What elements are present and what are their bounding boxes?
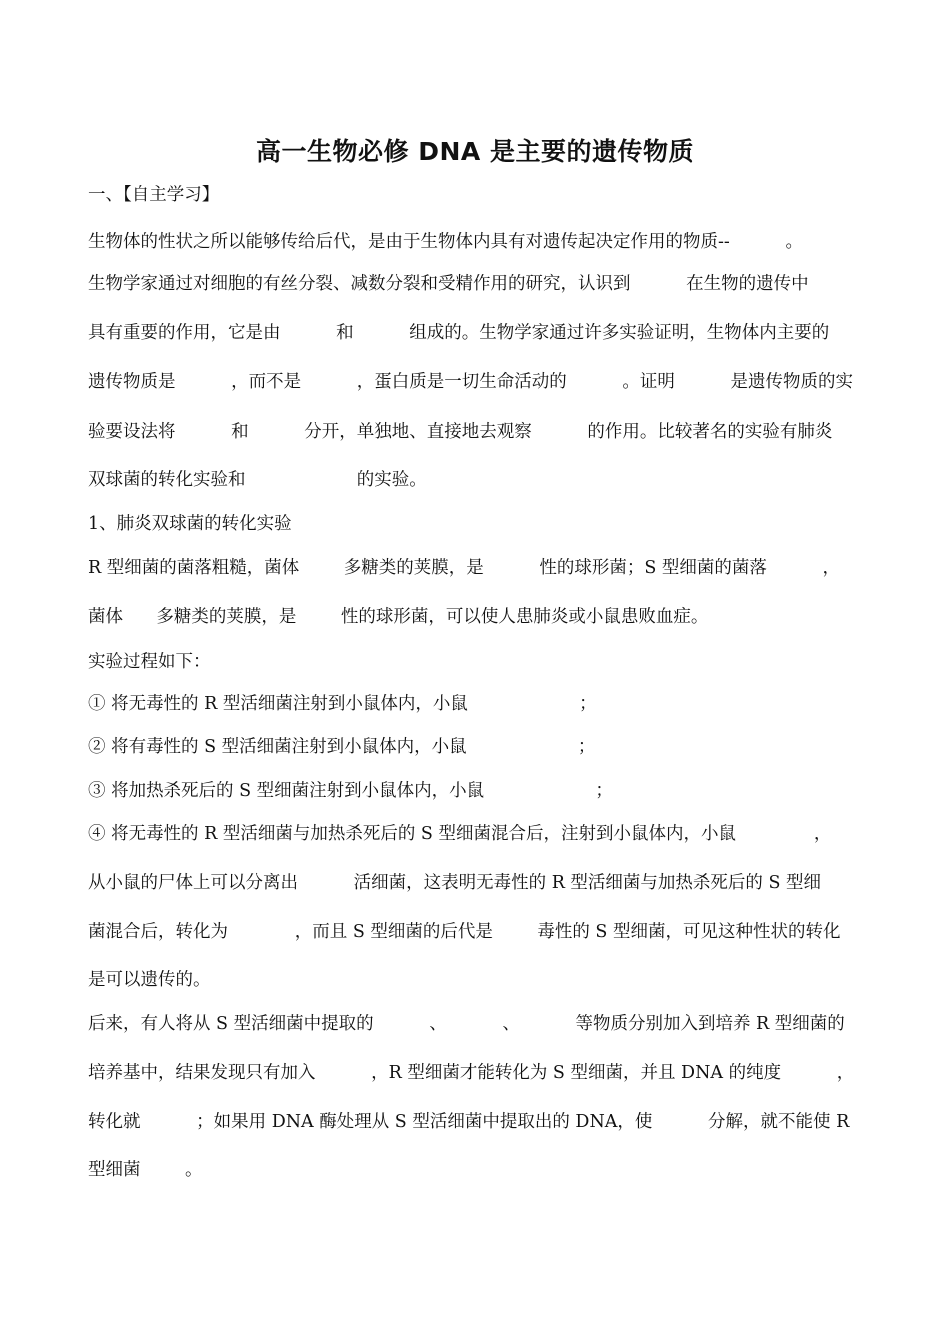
paragraph-line: 实验过程如下： [88,652,211,672]
list-item: ④ 将无毒性的 R 型活细菌与加热杀死后的 S 型细菌混合后，注射到小鼠体内，小鼠 ， [88,824,832,844]
paragraph-line: 转化就 ；如果用 DNA 酶处理从 S 型活细菌中提取出的 DNA，使 分解，就不能使 R [88,1112,850,1132]
paragraph-line: 具有重要的作用，它是由 和 组成的。生物学家通过许多实验证明，生物体内主要的 [88,323,830,343]
paragraph-line: 菌混合后，转化为 ，而且 S 型细菌的后代是 毒性的 S 型细菌，可见这种性状的转化 [88,922,841,942]
subsection-heading: 1、肺炎双球菌的转化实验 [88,514,292,534]
paragraph-line: 从小鼠的尸体上可以分离出 活细菌，这表明无毒性的 R 型活细菌与加热杀死后的 S 型细 [88,873,822,893]
paragraph-line: 是可以遗传的。 [88,970,211,990]
paragraph-line: 型细菌 。 [88,1160,203,1180]
list-item: ② 将有毒性的 S 型活细菌注射到小鼠体内，小鼠 ； [88,737,596,757]
paragraph-line: 培养基中，结果发现只有加入 ，R 型细菌才能转化为 S 型细菌，并且 DNA 的纯度 ， [88,1063,855,1083]
paragraph-line: 验要设法将 和 分开，单独地、直接地去观察 的作用。比较著名的实验有肺炎 [88,422,833,442]
paragraph-line: 菌体 多糖类的荚膜，是 性的球形菌，可以使人患肺炎或小鼠患败血症。 [88,607,709,627]
paragraph-line: 生物学家通过对细胞的有丝分裂、减数分裂和受精作用的研究，认识到 在生物的遗传中 [88,274,809,294]
paragraph-line: 遗传物质是 ，而不是 ，蛋白质是一切生命活动的 。证明 是遗传物质的实 [88,372,854,392]
section-heading: 一、【自主学习】 [88,185,220,205]
paragraph-line: 双球菌的转化实验和 的实验。 [88,470,427,490]
paragraph-line: 后来，有人将从 S 型活细菌中提取的 、 、 等物质分别加入到培养 R 型细菌的 [88,1014,845,1034]
paragraph-line: R 型细菌的菌落粗糙，菌体 多糖类的荚膜，是 性的球形菌；S 型细菌的菌落 ， [88,558,841,578]
paragraph-line: 生物体的性状之所以能够传给后代，是由于生物体内具有对遗传起决定作用的物质-- 。 [88,232,803,252]
page-title: 高一生物必修 DNA 是主要的遗传物质 [256,137,694,166]
list-item: ① 将无毒性的 R 型活细菌注射到小鼠体内，小鼠 ； [88,694,597,714]
list-item: ③ 将加热杀死后的 S 型细菌注射到小鼠体内，小鼠 ； [88,781,613,801]
